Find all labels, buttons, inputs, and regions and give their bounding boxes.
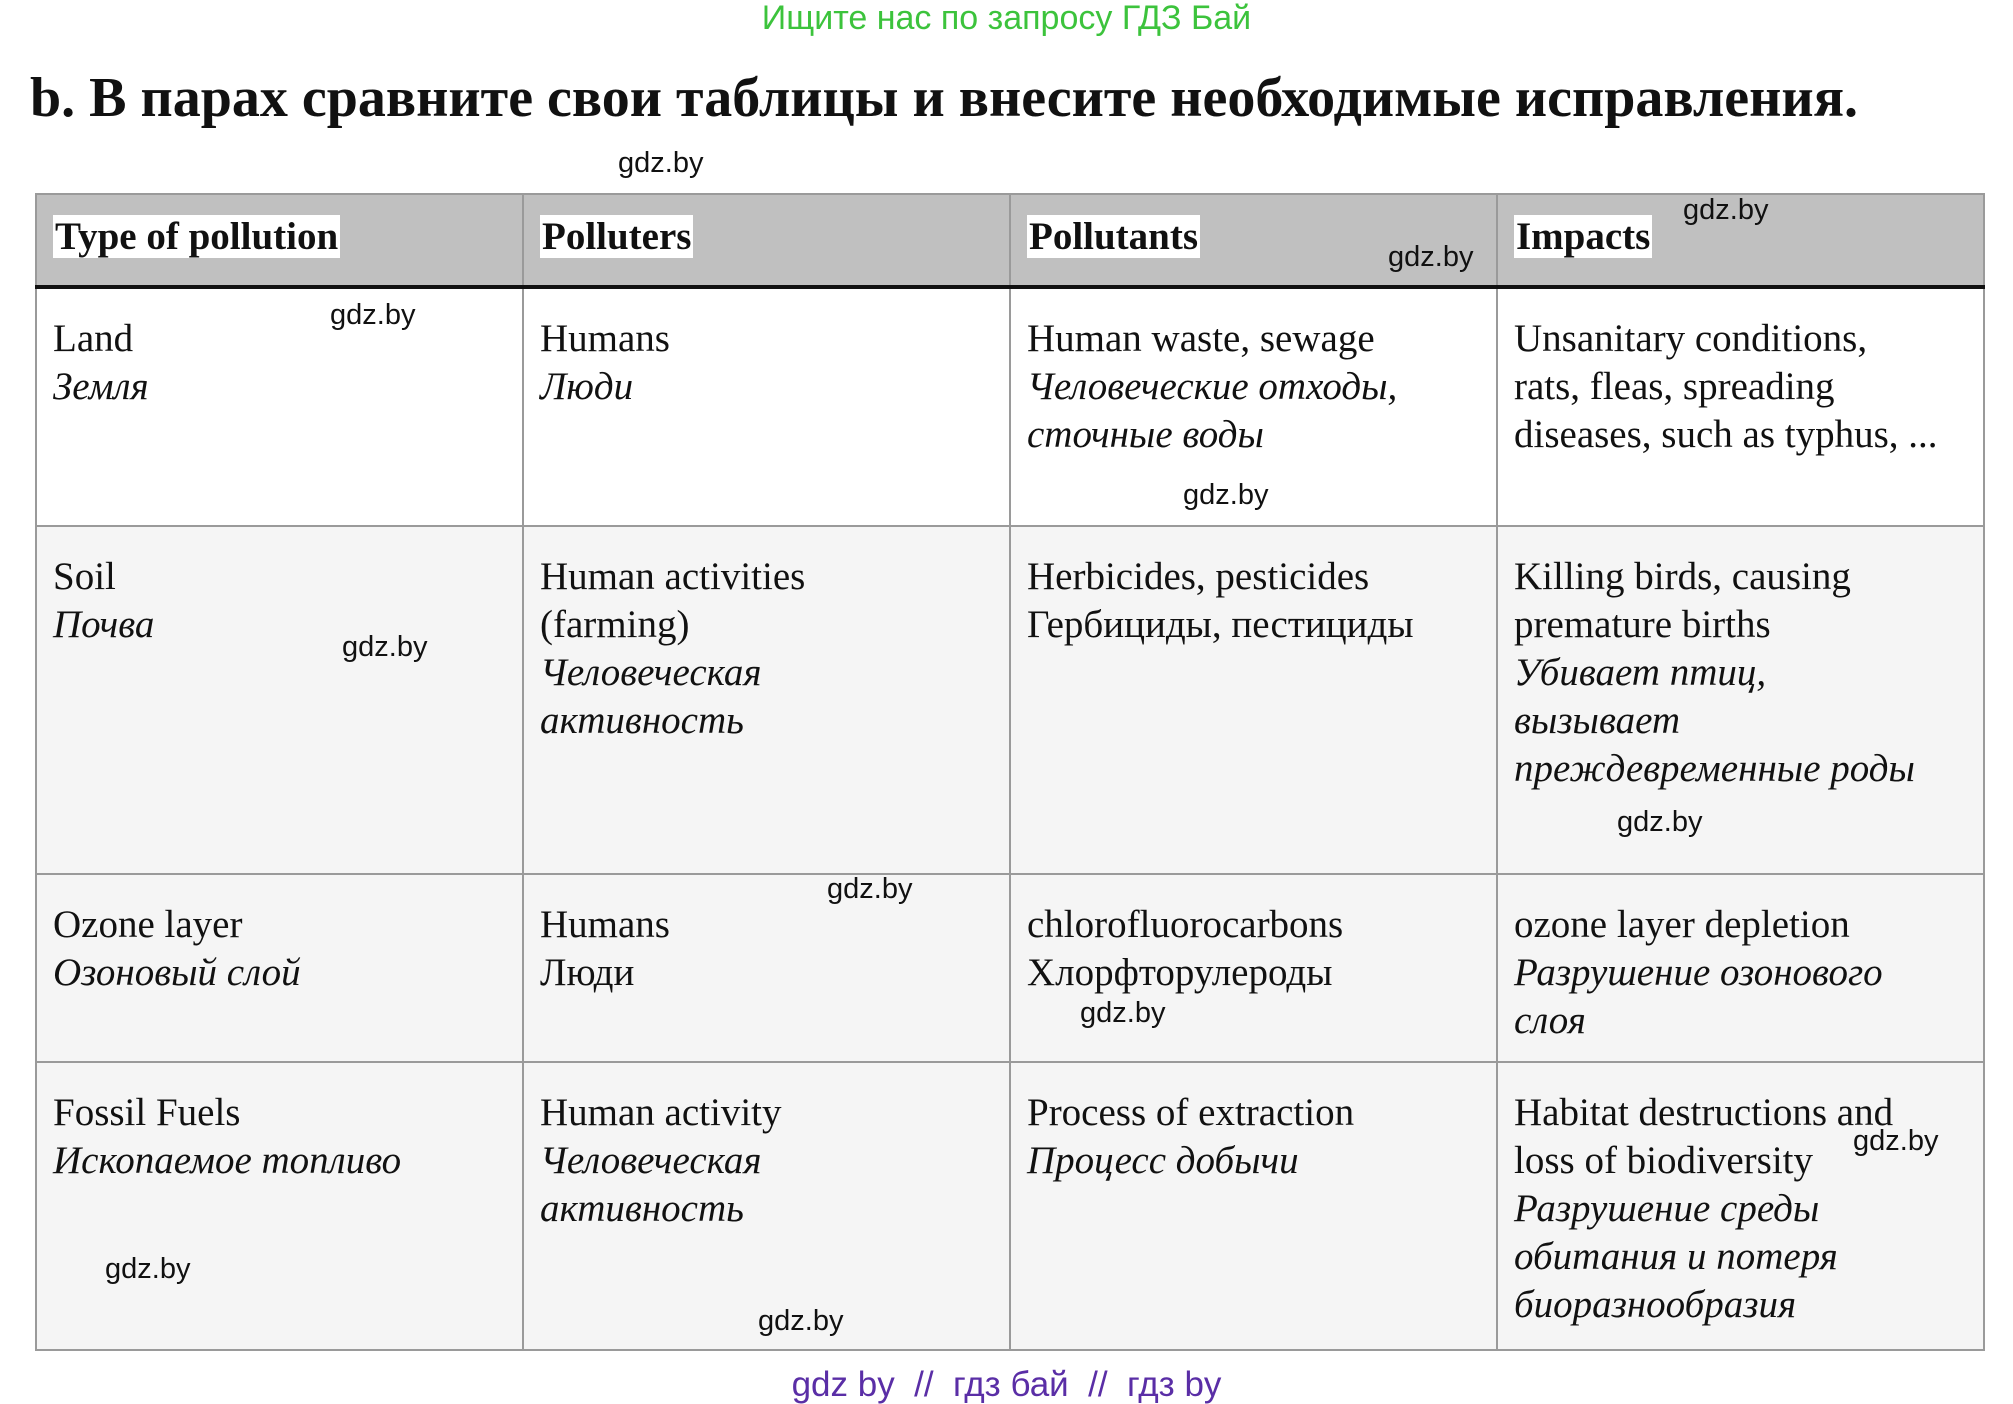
cell-text-en: Human waste, sewage xyxy=(1027,317,1375,360)
cell-text-en: Land xyxy=(53,317,134,360)
cell-text-ru: слоя xyxy=(1514,999,1586,1042)
cell-text-ru: Люди xyxy=(540,951,635,994)
cell-impacts xyxy=(1497,287,1984,526)
cell-text-ru: Озоновый слой xyxy=(53,951,301,994)
cell-type xyxy=(36,526,523,874)
watermark: gdz.by xyxy=(758,1305,844,1337)
cell-text-ru: активность xyxy=(540,699,744,742)
cell-text-ru: Люди xyxy=(540,365,634,408)
cell-text-ru: Человеческая xyxy=(540,1139,762,1182)
cell-text-en: Killing birds, causing xyxy=(1514,555,1851,598)
cell-text-en: ozone layer depletion xyxy=(1514,903,1850,946)
cell-pollutants xyxy=(1010,526,1497,874)
watermark: gdz.by xyxy=(1853,1125,1939,1157)
watermark: gdz.by xyxy=(1388,241,1474,273)
cell-text-ru: вызывает xyxy=(1514,699,1681,742)
cell-text-ru: Ископаемое топливо xyxy=(53,1139,402,1182)
watermark: gdz.by xyxy=(342,631,428,663)
cell-polluters xyxy=(523,526,1010,874)
cell-polluters xyxy=(523,287,1010,526)
table-row xyxy=(36,1062,1984,1350)
cell-pollutants xyxy=(1010,1062,1497,1350)
cell-impacts xyxy=(1497,1062,1984,1350)
pollution-table xyxy=(35,193,1985,1351)
top-banner: Ищите нас по запросу ГДЗ Бай xyxy=(761,0,1252,37)
cell-pollutants xyxy=(1010,874,1497,1062)
cell-text-en: Unsanitary conditions, xyxy=(1514,317,1868,360)
cell-text-en: Human activity xyxy=(540,1091,782,1134)
cell-text-ru: Убивает птиц, xyxy=(1514,651,1767,694)
cell-text-ru: Гербициды, пестициды xyxy=(1027,603,1414,646)
page-title: b. В парах сравните свои таблицы и внесите необходимые исправления. xyxy=(30,67,1858,129)
cell-text-ru: Человеческие отходы, xyxy=(1027,365,1398,408)
cell-text-ru: Хлорфторулероды xyxy=(1027,951,1333,994)
cell-text-en: Habitat destructions and xyxy=(1514,1091,1894,1134)
cell-text-ru: Почва xyxy=(53,603,155,646)
watermark: gdz.by xyxy=(105,1253,191,1285)
cell-type xyxy=(36,874,523,1062)
cell-impacts xyxy=(1497,526,1984,874)
cell-text-en: premature births xyxy=(1514,603,1771,646)
cell-text-ru: обитания и потеря xyxy=(1514,1235,1838,1278)
cell-polluters xyxy=(523,874,1010,1062)
cell-text-en: Soil xyxy=(53,555,116,598)
cell-text-ru: преждевременные роды xyxy=(1514,747,1915,790)
cell-text-en: Herbicides, pesticides xyxy=(1027,555,1370,598)
header-polluters: Polluters xyxy=(523,194,1010,287)
cell-text-ru: Разрушение среды xyxy=(1514,1187,1820,1230)
watermark: gdz.by xyxy=(1617,806,1703,838)
watermark: gdz.by xyxy=(827,873,913,905)
watermark: gdz.by xyxy=(1683,194,1769,226)
watermark: gdz.by xyxy=(330,299,416,331)
cell-text-en: Fossil Fuels xyxy=(53,1091,241,1134)
cell-text-ru: Разрушение озонового xyxy=(1514,951,1883,994)
cell-text-en: Process of extraction xyxy=(1027,1091,1355,1134)
cell-text-en: Humans xyxy=(540,903,670,946)
cell-text-en: diseases, such as typhus, ... xyxy=(1514,413,1938,456)
cell-text-en: chlorofluorocarbons xyxy=(1027,903,1344,946)
table-row xyxy=(36,874,1984,1062)
cell-text-en: (farming) xyxy=(540,603,690,646)
header-impacts: Impacts xyxy=(1497,194,1984,287)
cell-text-en: rats, fleas, spreading xyxy=(1514,365,1835,408)
watermark: gdz.by xyxy=(1183,479,1269,511)
header-pollutants: Pollutants xyxy=(1010,194,1497,287)
footer: gdz by // гдз бай // гдз by xyxy=(791,1365,1222,1404)
cell-text-ru: активность xyxy=(540,1187,744,1230)
watermark: gdz.by xyxy=(618,147,704,179)
cell-text-ru: Земля xyxy=(53,365,149,408)
cell-type xyxy=(36,1062,523,1350)
cell-text-ru: Человеческая xyxy=(540,651,762,694)
cell-text-en: Human activities xyxy=(540,555,806,598)
cell-text-ru: биоразнообразия xyxy=(1514,1283,1797,1326)
cell-impacts xyxy=(1497,874,1984,1062)
table-row xyxy=(36,287,1984,526)
header-type-of-pollution: Type of pollution xyxy=(36,194,523,287)
cell-text-ru: сточные воды xyxy=(1027,413,1264,456)
cell-text-en: Ozone layer xyxy=(53,903,243,946)
cell-text-ru: Процесс добычи xyxy=(1027,1139,1299,1182)
watermark: gdz.by xyxy=(1080,997,1166,1029)
cell-text-en: Humans xyxy=(540,317,670,360)
cell-text-en: loss of biodiversity xyxy=(1514,1139,1813,1182)
cell-type xyxy=(36,287,523,526)
